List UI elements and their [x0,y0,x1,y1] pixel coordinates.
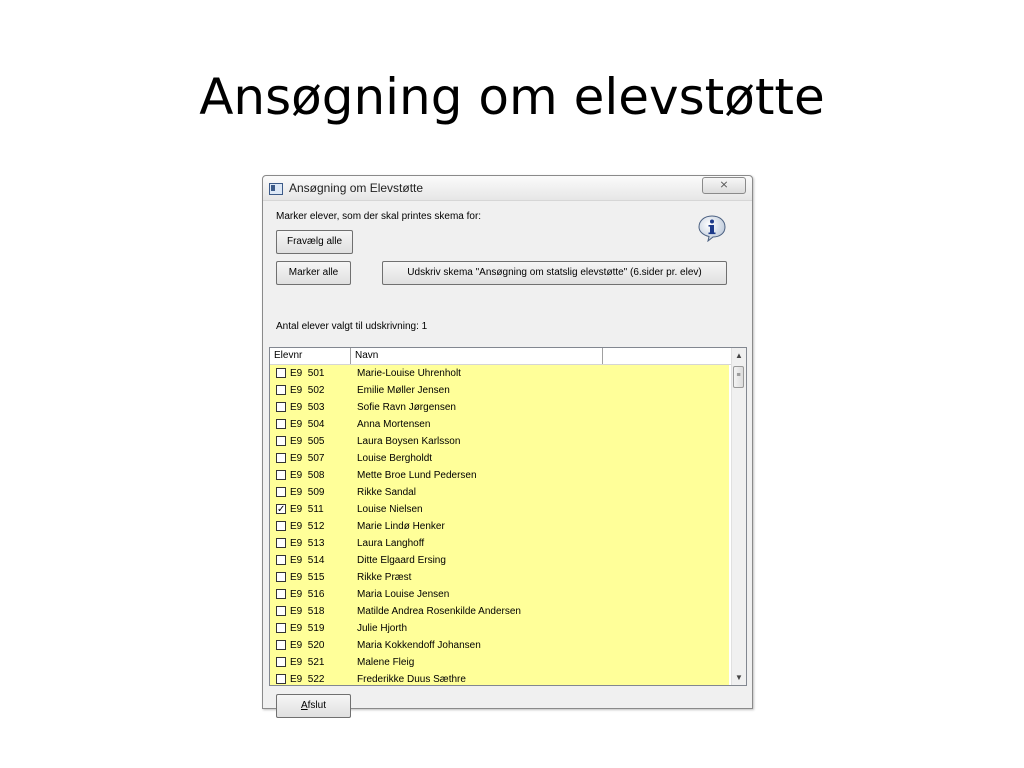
row-elevnr: E9 512 [290,521,325,532]
list-item[interactable] [270,399,729,416]
scroll-down-icon[interactable]: ▼ [735,673,743,682]
row-checkbox[interactable] [276,606,286,616]
row-navn: Laura Boysen Karlsson [357,436,461,447]
row-checkbox[interactable] [276,402,286,412]
row-elevnr: E9 509 [290,487,325,498]
row-navn: Laura Langhoff [357,538,425,549]
row-navn: Ditte Elgaard Ersing [357,555,446,566]
row-navn: Anna Mortensen [357,419,431,430]
row-elevnr: E9 515 [290,572,325,583]
row-elevnr: E9 511 [290,504,324,515]
instruction-label: Marker elever, som der skal printes skema for: [276,211,482,222]
row-checkbox[interactable] [276,521,286,531]
list-item[interactable] [270,620,729,637]
row-navn: Mette Broe Lund Pedersen [357,470,477,481]
row-checkbox[interactable] [276,572,286,582]
row-elevnr: E9 518 [290,606,325,617]
close-dialog-label: fslut [307,700,326,711]
row-navn: Louise Bergholdt [357,453,433,464]
list-item[interactable] [270,603,729,620]
list-item[interactable] [270,671,729,685]
window-title: Ansøgning om Elevstøtte [289,181,424,195]
list-item[interactable] [270,484,729,501]
list-item[interactable] [270,552,729,569]
title-bar[interactable] [263,176,752,201]
print-form-button[interactable]: Udskriv skema "Ansøgning om statslig elevstøtte" (6.sider pr. elev) [382,261,727,285]
list-item[interactable] [270,518,729,535]
list-item[interactable] [270,450,729,467]
row-checkbox[interactable] [276,419,286,429]
list-header [270,348,734,365]
accelerator-letter: A [300,700,308,711]
student-list[interactable] [269,347,747,686]
row-elevnr: E9 514 [290,555,325,566]
selected-count-label: Antal elever valgt til udskrivning: 1 [276,321,428,332]
row-elevnr: E9 504 [290,419,325,430]
row-checkbox[interactable] [276,674,286,684]
list-item[interactable] [270,467,729,484]
row-navn: Matilde Andrea Rosenkilde Andersen [357,606,521,617]
row-checkbox[interactable] [276,368,286,378]
row-checkbox[interactable] [276,385,286,395]
vertical-scrollbar[interactable] [731,348,746,685]
close-icon: ⨯ [719,179,729,191]
close-dialog-button[interactable] [276,694,351,718]
scroll-up-icon[interactable]: ▲ [735,351,743,360]
row-checkbox[interactable] [276,589,286,599]
row-elevnr: E9 507 [290,453,325,464]
row-checkbox[interactable] [276,470,286,480]
list-item[interactable] [270,569,729,586]
list-item[interactable] [270,654,729,671]
row-elevnr: E9 522 [290,674,325,685]
column-header-empty[interactable] [603,348,734,364]
row-checkbox[interactable] [276,538,286,548]
row-checkbox[interactable] [276,555,286,565]
list-item[interactable] [270,501,729,518]
row-navn: Julie Hjorth [357,623,408,634]
list-body [270,365,729,685]
slide-title: Ansøgning om elevstøtte [199,68,825,126]
scroll-thumb[interactable]: ≡ [733,366,744,388]
row-navn: Marie Lindø Henker [357,521,445,532]
list-item[interactable] [270,433,729,450]
dialog-window [262,175,753,709]
row-elevnr: E9 503 [290,402,325,413]
row-navn: Sofie Ravn Jørgensen [357,402,456,413]
row-elevnr: E9 520 [290,640,325,651]
row-elevnr: E9 505 [290,436,325,447]
row-elevnr: E9 519 [290,623,325,634]
list-item[interactable] [270,535,729,552]
column-header-navn[interactable]: Navn [351,348,603,364]
row-elevnr: E9 516 [290,589,325,600]
row-checkbox[interactable] [276,436,286,446]
row-navn: Marie-Louise Uhrenholt [357,368,461,379]
info-icon [697,214,727,242]
row-elevnr: E9 502 [290,385,325,396]
row-elevnr: E9 508 [290,470,325,481]
list-item[interactable] [270,586,729,603]
window-icon [269,183,283,195]
list-item[interactable] [270,637,729,654]
row-navn: Frederikke Duus Sæthre [357,674,466,685]
row-navn: Maria Louise Jensen [357,589,450,600]
row-elevnr: E9 521 [290,657,325,668]
row-checkbox[interactable] [276,640,286,650]
row-checkbox[interactable]: ✓ [277,504,286,515]
row-checkbox[interactable] [276,453,286,463]
list-item[interactable] [270,416,729,433]
row-checkbox[interactable] [276,657,286,667]
row-navn: Malene Fleig [357,657,415,668]
select-all-button[interactable]: Marker alle [276,261,351,285]
list-item[interactable] [270,382,729,399]
deselect-all-button[interactable]: Fravælg alle [276,230,353,254]
row-navn: Louise Nielsen [357,504,423,515]
row-checkbox[interactable] [276,623,286,633]
list-item[interactable] [270,365,729,382]
row-navn: Rikke Præst [357,572,412,583]
row-navn: Maria Kokkendoff Johansen [357,640,481,651]
column-header-elevnr[interactable]: Elevnr [270,348,351,364]
row-checkbox[interactable] [276,487,286,497]
row-navn: Rikke Sandal [357,487,416,498]
row-elevnr: E9 501 [290,368,325,379]
dialog-client [263,201,752,711]
row-elevnr: E9 513 [290,538,325,549]
close-button[interactable] [702,177,746,194]
row-navn: Emilie Møller Jensen [357,385,450,396]
